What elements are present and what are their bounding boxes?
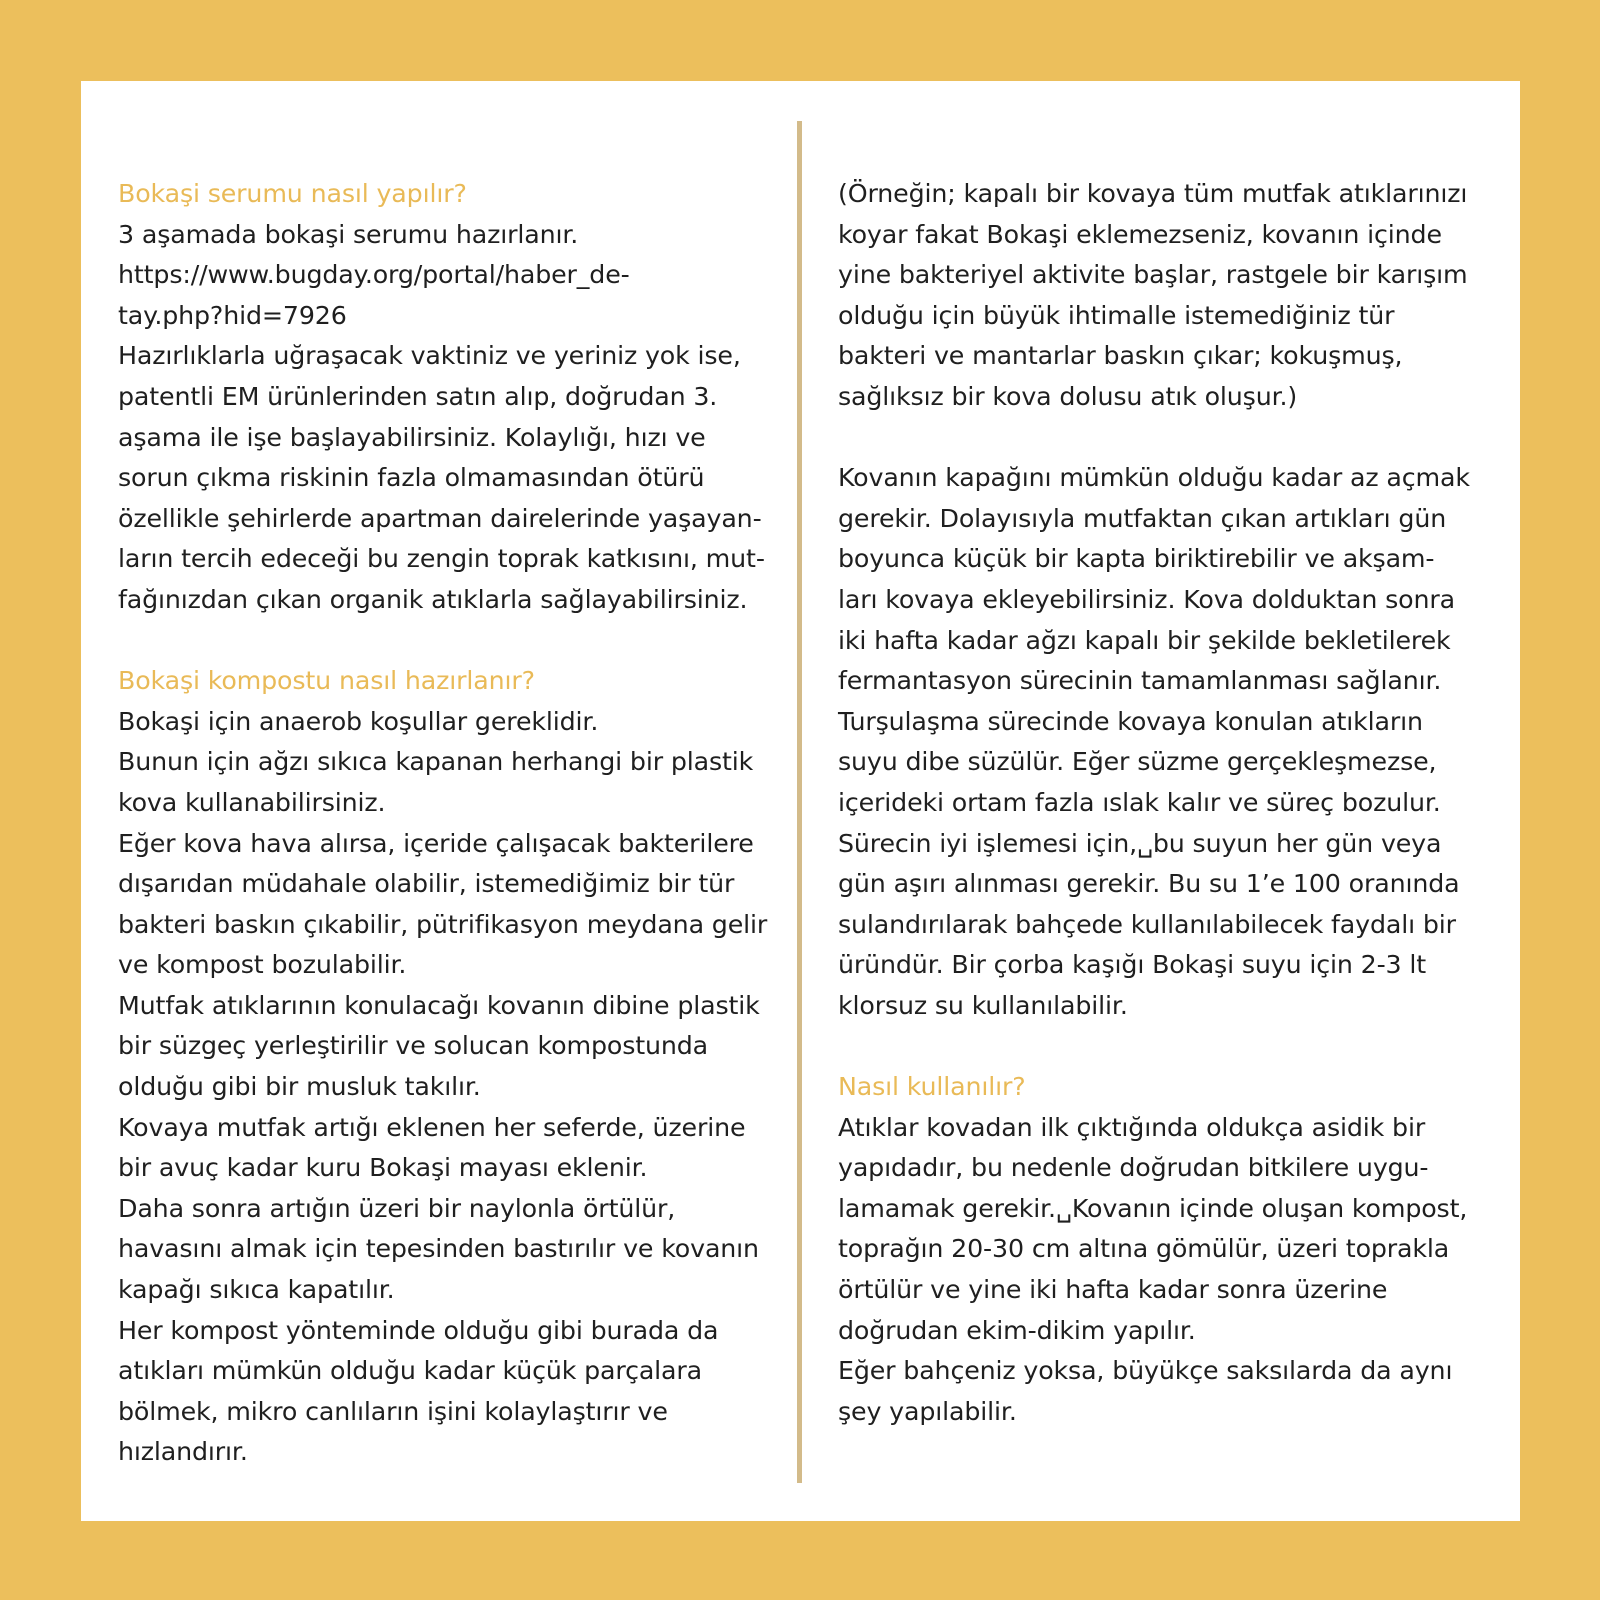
text-line: Eğer kova hava alırsa, içeride çalışacak bakterilere <box>118 828 754 858</box>
text-line: tay.php?hid=7926 <box>118 300 347 330</box>
text-line: atıkları mümkün olduğu kadar küçük parçalara <box>118 1356 703 1386</box>
text-line: toprağın 20-30 cm altına gömülür, üzeri toprakla <box>838 1234 1450 1264</box>
column-divider <box>797 121 802 1483</box>
text-line: suyu dibe süzülür. Eğer süzme gerçekleşmezse, <box>838 747 1437 777</box>
text-line: fermantasyon sürecinin tamamlanması sağlanır. <box>838 666 1442 696</box>
text-line: Her kompost yönteminde olduğu gibi burada da <box>118 1315 719 1345</box>
text-line: örtülür ve yine iki hafta kadar sonra üzerine <box>838 1275 1388 1305</box>
text-line: yapıdadır, bu nedenle doğrudan bitkilere uygu- <box>838 1153 1429 1183</box>
text-line: dışarıdan müdahale olabilir, istemediğimiz bir tür <box>118 869 735 899</box>
paragraph-gap <box>838 418 1470 459</box>
text-line: bir süzgeç yerleştirilir ve solucan kompostunda <box>118 1031 709 1061</box>
text-line: olduğu gibi bir musluk takılır. <box>118 1072 481 1102</box>
text-line: üründür. Bir çorba kaşığı Bokaşi suyu için 2-3 lt <box>838 950 1427 980</box>
right-column <box>838 174 1470 1432</box>
lid-paragraph <box>838 458 1470 1026</box>
paragraph-gap <box>838 1026 1470 1067</box>
text-line: bölmek, mikro canlıların işini kolaylaştırır ve <box>118 1396 668 1426</box>
serum-paragraph <box>118 215 767 621</box>
text-line: Sürecin iyi işlemesi için,␣bu suyun her gün veya <box>838 828 1442 858</box>
text-line: ve kompost bozulabilir. <box>118 950 407 980</box>
text-line: Daha sonra artığın üzeri bir naylonla örtülür, <box>118 1193 676 1223</box>
text-line: içerideki ortam fazla ıslak kalır ve süreç bozulur. <box>838 787 1441 817</box>
text-line: ları kovaya ekleyebilirsiniz. Kova dolduktan sonra <box>838 584 1455 614</box>
text-line: Bunun için ağzı sıkıca kapanan herhangi bir plastik <box>118 747 754 777</box>
text-line: gün aşırı alınması gerekir. Bu su 1’e 100 oranında <box>838 869 1460 899</box>
text-line: Kovaya mutfak artığı eklenen her seferde, üzerine <box>118 1112 746 1142</box>
text-line: olduğu için büyük ihtimalle istemediğiniz tür <box>838 300 1395 330</box>
text-line: bakteri ve mantarlar baskın çıkar; kokuşmuş, <box>838 341 1403 371</box>
text-line: hızlandırır. <box>118 1437 248 1467</box>
text-line: https://www.bugday.org/portal/haber_de- <box>118 260 630 290</box>
text-line: havasını almak için tepesinden bastırılır ve kovanın <box>118 1234 759 1264</box>
text-line: sulandırılarak bahçede kullanılabilecek faydalı bir <box>838 909 1456 939</box>
text-line: ların tercih edeceği bu zengin toprak katkısını, mut- <box>118 544 765 574</box>
section-heading-usage: Nasıl kullanılır? <box>838 1072 1026 1102</box>
text-line: 3 aşamada bokaşi serumu hazırlanır. <box>118 219 579 249</box>
text-line: lamamak gerekir.␣Kovanın içinde oluşan kompost, <box>838 1193 1468 1223</box>
section-heading-serum: Bokaşi serumu nasıl yapılır? <box>118 179 467 208</box>
text-line: patentli EM ürünlerinden satın alıp, doğrudan 3. <box>118 381 718 411</box>
paragraph-gap <box>118 621 767 662</box>
text-line: yine bakteriyel aktivite başlar, rastgele bir karışım <box>838 260 1468 290</box>
text-line: iki hafta kadar ağzı kapalı bir şekilde bekletilerek <box>838 625 1451 655</box>
text-line: Bokaşi için anaerob koşullar gereklidir. <box>118 706 599 736</box>
text-line: klorsuz su kullanılabilir. <box>838 990 1128 1020</box>
section-heading-compost: Bokaşi kompostu nasıl hazırlanır? <box>118 666 535 696</box>
text-line: aşama ile işe başlayabilirsiniz. Kolaylığı, hızı ve <box>118 422 706 452</box>
text-line: koyar fakat Bokaşi eklemezseniz, kovanın içinde <box>838 219 1442 249</box>
text-line: Turşulaşma sürecinde kovaya konulan atıkların <box>838 706 1423 736</box>
text-line: Kovanın kapağını mümkün olduğu kadar az açmak <box>838 463 1470 493</box>
text-line: bir avuç kadar kuru Bokaşi mayası eklenir. <box>118 1153 648 1183</box>
left-column <box>118 174 767 1473</box>
text-line: (Örneğin; kapalı bir kovaya tüm mutfak atıklarınızı <box>838 179 1468 208</box>
text-line: sağlıksız bir kova dolusu atık oluşur.) <box>838 381 1298 411</box>
text-line: Atıklar kovadan ilk çıktığında oldukça asidik bir <box>838 1112 1426 1142</box>
text-line: Eğer bahçeniz yoksa, büyükçe saksılarda da aynı <box>838 1356 1453 1386</box>
text-line: Hazırlıklarla uğraşacak vaktiniz ve yeriniz yok ise, <box>118 341 741 371</box>
text-line: gerekir. Dolayısıyla mutfaktan çıkan artıkları gün <box>838 503 1447 533</box>
text-line: boyunca küçük bir kapta biriktirebilir ve akşam- <box>838 544 1435 574</box>
text-line: şey yapılabilir. <box>838 1396 1017 1426</box>
text-line: sorun çıkma riskinin fazla olmamasından ötürü <box>118 463 705 493</box>
compost-paragraph <box>118 702 767 1473</box>
content-card <box>81 81 1520 1521</box>
text-line: fağınızdan çıkan organik atıklarla sağlayabilirsiniz. <box>118 584 748 614</box>
text-line: özellikle şehirlerde apartman dairelerinde yaşayan- <box>118 503 762 533</box>
text-line: kova kullanabilirsiniz. <box>118 787 386 817</box>
example-paragraph <box>838 174 1470 418</box>
text-line: kapağı sıkıca kapatılır. <box>118 1275 395 1305</box>
usage-paragraph <box>838 1108 1470 1433</box>
text-line: bakteri baskın çıkabilir, pütrifikasyon meydana gelir <box>118 909 768 939</box>
text-line: doğrudan ekim-dikim yapılır. <box>838 1315 1196 1345</box>
text-line: Mutfak atıklarının konulacağı kovanın dibine plastik <box>118 990 760 1020</box>
